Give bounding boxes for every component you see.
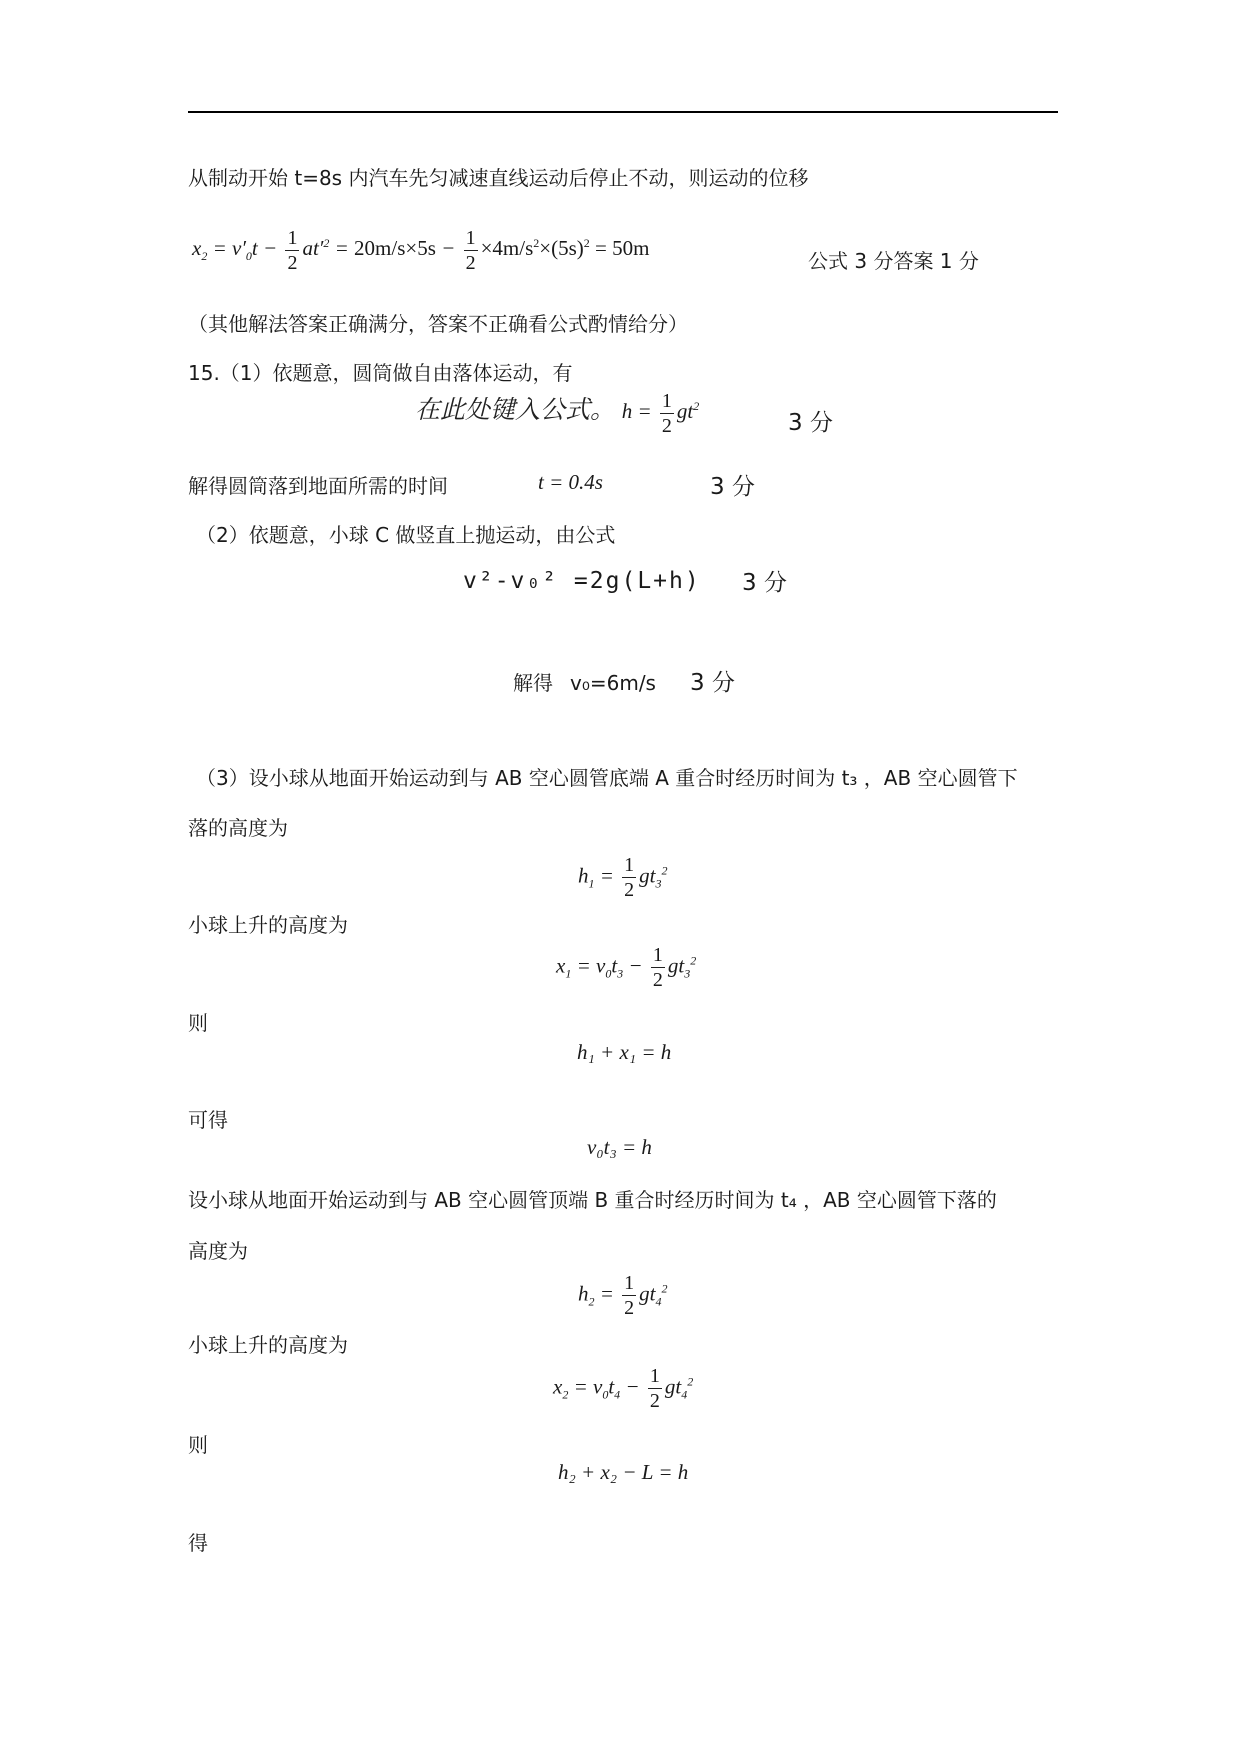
equation-t-value: t = 0.4s <box>538 470 603 494</box>
text-de: 得 <box>188 1531 208 1555</box>
header-rule <box>188 111 1058 113</box>
question-15-part-1: 15.（1）依题意，圆筒做自由落体运动，有 <box>188 361 573 385</box>
score-label: 3 分 <box>788 410 833 436</box>
text-solve-time: 解得圆筒落到地面所需的时间 <box>188 474 448 498</box>
equation-h1: $h_1$ = $\frac{1}{2}$ $gt_3^2$ <box>578 854 668 901</box>
score-label: 3 分 <box>742 570 787 596</box>
question-15-part-3-line-3: 设小球从地面开始运动到与 AB 空心圆管顶端 B 重合时经历时间为 t₄ ，AB 空心圆管下落的 <box>188 1188 997 1212</box>
equation-x2-displacement <box>192 228 649 273</box>
question-15-part-3-line-1: （3）设小球从地面开始运动到与 AB 空心圆管底端 A 重合时经历时间为 t₃ ，AB 空心圆管下 <box>196 766 1018 790</box>
equation-sum-2: h₂ + x₂ − L = h <box>558 1460 689 1484</box>
text-solve-v0: 解得 <box>513 671 553 695</box>
question-15-part-3-line-2: 落的高度为 <box>188 816 288 840</box>
text-then-2: 则 <box>188 1433 208 1457</box>
equation-h: h = $\frac{1}{2}$ $gt^2$ <box>621 389 700 437</box>
text-ball-rise-2: 小球上升的高度为 <box>188 1333 348 1357</box>
equation-x2-text: $x_2 = v'_0t$ − $\frac{1}{2}$ $at'^2 = 20m/s\times 5s$ − $\frac{1}{2}$ $\times 4m/s^2\times(5s)^2 = 50m$ <box>192 227 650 274</box>
question-15-part-2: （2）依题意，小球 C 做竖直上抛运动，由公式 <box>196 523 616 547</box>
equation-x2b: $x_2 = v_0t_4$ − $\frac{1}{2}$ $gt_4^2$ <box>553 1365 694 1412</box>
score-note-formula: 公式 3 分答案 1 分 <box>808 249 979 273</box>
text-line-braking: 从制动开始 t=8s 内汽车先匀减速直线运动后停止不动，则运动的位移 <box>188 166 809 190</box>
question-15-part-3-line-4: 高度为 <box>188 1239 248 1263</box>
text-obtain: 可得 <box>188 1108 228 1132</box>
equation-h2: $h_2$ = $\frac{1}{2}$ $gt_4^2$ <box>578 1272 668 1319</box>
equation-v0-value: v₀=6m/s <box>570 671 656 695</box>
score-label: 3 分 <box>690 670 735 696</box>
equation-v0t3: v₀t₃ = h <box>587 1135 652 1159</box>
score-label: 3 分 <box>710 474 755 500</box>
text-ball-rise: 小球上升的高度为 <box>188 913 348 937</box>
equation-kinematic: v²-v₀² =2g(L+h) <box>463 568 701 594</box>
equation-sum-1: h₁ + x₁ = h <box>577 1040 672 1064</box>
text-line-other-methods: （其他解法答案正确满分，答案不正确看公式酌情给分） <box>188 312 688 336</box>
equation-x1: $x_1 = v_0t_3$ − $\frac{1}{2}$ $gt_3^2$ <box>556 944 697 991</box>
equation-placeholder: 在此处键入公式。 <box>415 395 616 424</box>
equation-free-fall <box>415 390 699 436</box>
text-then: 则 <box>188 1011 208 1035</box>
